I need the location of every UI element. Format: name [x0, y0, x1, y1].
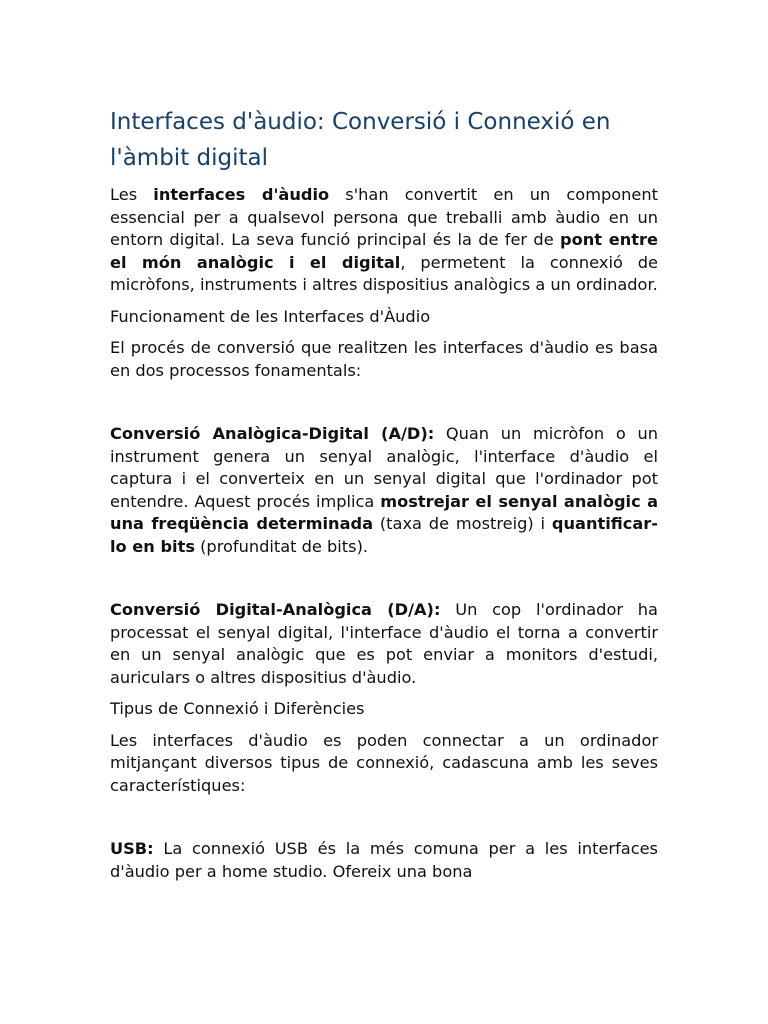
- section-heading-connexio: Tipus de Connexió i Diferències: [110, 699, 365, 718]
- section-paragraph-funcionament: El procés de conversió que realitzen les interfaces d'àudio es basa en dos processos fonamentals:: [110, 338, 658, 380]
- bold-term: mostrejar el senyal analògic a una freqüència determinada: [110, 491, 658, 533]
- ad-conversion-paragraph: Conversió Analògica-Digital (A/D): Quan un micròfon o un instrument genera un senyal analògic, l'interface d'àudio el captura i el converteix en un senyal digital que l'ordinador pot entendre. Aquest procés implica mostrejar el senyal analògic a una freqüència determinada (taxa de mostreig) i quantificar-lo en bits (profunditat de bits).: [110, 424, 658, 556]
- intro-paragraph: Les interfaces d'àudio s'han convertit en un component essencial per a qualsevol persona que treballi amb àudio en un entorn digital. La seva funció principal és la de fer de pont entre el món analògic i el digital, permetent la connexió de micròfons, instruments i altres dispositius analògics a un ordinador.: [110, 185, 659, 294]
- section-heading-funcionament: Funcionament de les Interfaces d'Àudio: [110, 306, 431, 326]
- da-label: Conversió Digital-Analògica (D/A):: [110, 600, 441, 619]
- da-conversion-paragraph: Conversió Digital-Analògica (D/A): Un cop l'ordinador ha processat el senyal digital, l'interface d'àudio el torna a convertir en un senyal analògic que es pot enviar a monitors d'estudi, auriculars o altres dispositius d'àudio.: [110, 600, 658, 687]
- bold-term: quantificar-lo en bits: [110, 514, 658, 556]
- usb-paragraph: USB: La connexió USB és la més comuna per a les interfaces d'àudio per a home studio. Ofereix una bona: [110, 839, 658, 881]
- section-paragraph-connexio: Les interfaces d'àudio es poden connectar a un ordinador mitjançant diversos tipus de connexió, cadascuna amb les seves característiques:: [110, 730, 658, 795]
- bold-term: interfaces d'àudio: [153, 185, 330, 204]
- document-page: [110, 104, 658, 883]
- usb-label: USB:: [110, 839, 154, 858]
- ad-label: Conversió Analògica-Digital (A/D):: [110, 424, 435, 443]
- document-title: Interfaces d'àudio: Conversió i Connexió en l'àmbit digital: [110, 109, 611, 171]
- bold-term: pont entre el món analògic i el digital: [110, 230, 659, 272]
